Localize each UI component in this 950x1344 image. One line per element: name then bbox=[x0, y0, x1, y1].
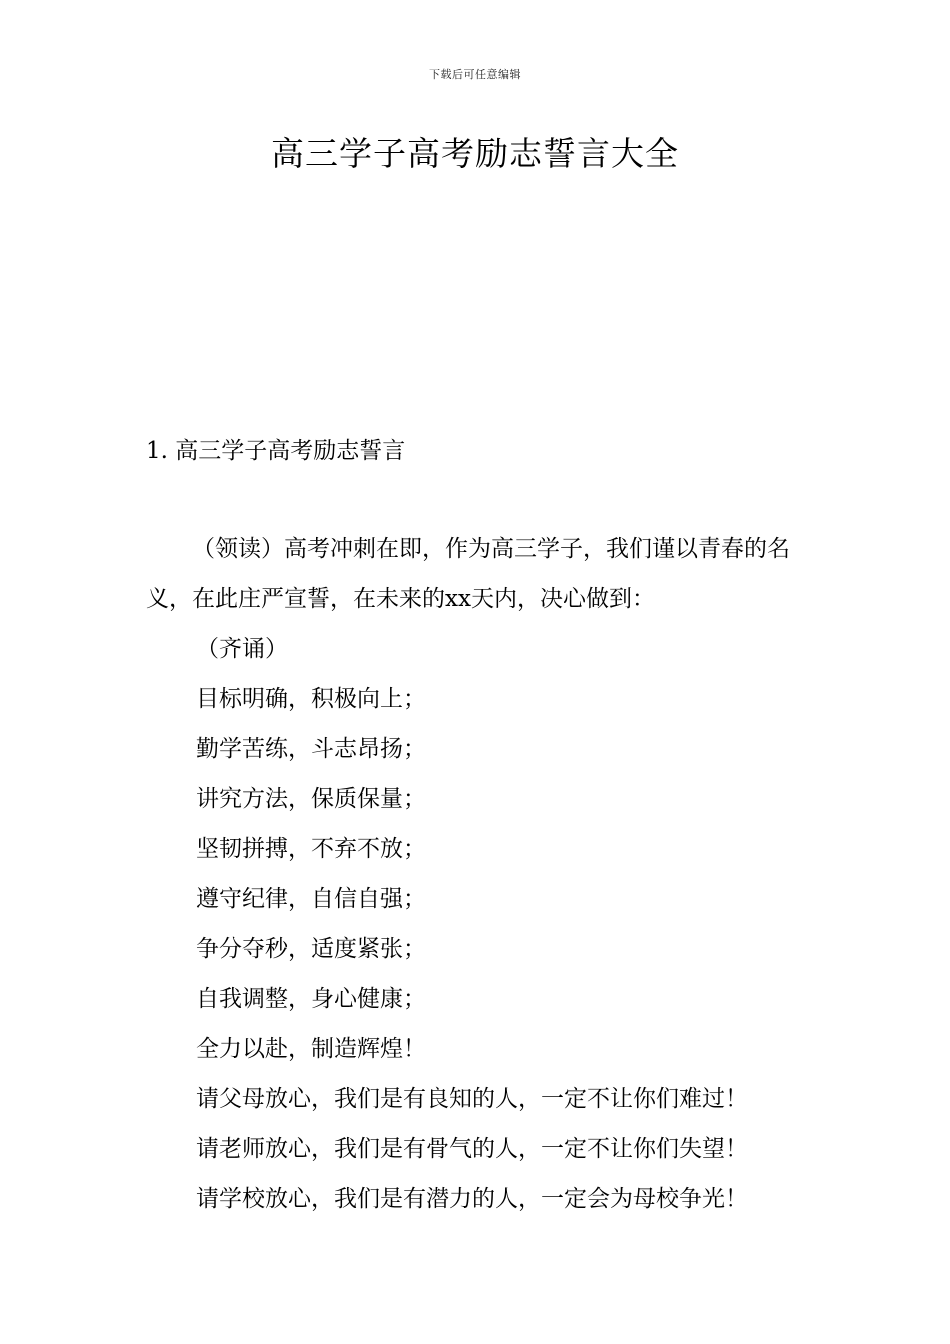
document-title: 高三学子高考励志誓言大全 bbox=[271, 134, 679, 173]
oath-line: 请老师放心，我们是有骨气的人，一定不让你们失望！ bbox=[196, 1136, 748, 1162]
oath-line: 全力以赴，制造辉煌！ bbox=[196, 1036, 426, 1062]
section-heading: 1. 高三学子高考励志誓言 bbox=[146, 438, 406, 464]
oath-line: 勤学苦练，斗志昂扬； bbox=[196, 736, 426, 762]
oath-line: 遵守纪律，自信自强； bbox=[196, 886, 426, 912]
chant-label: （齐诵） bbox=[196, 636, 288, 662]
oath-line: 目标明确，积极向上； bbox=[196, 686, 426, 712]
oath-line: 自我调整，身心健康； bbox=[196, 986, 426, 1012]
header-note: 下载后可任意编辑 bbox=[429, 68, 521, 81]
oath-line: 请学校放心，我们是有潜力的人，一定会为母校争光！ bbox=[196, 1186, 748, 1212]
oath-line: 讲究方法，保质保量； bbox=[196, 786, 426, 812]
intro-paragraph: （领读）高考冲刺在即，作为高三学子，我们谨以青春的名义，在此庄严宣誓，在未来的xx天内，决心做到： bbox=[146, 536, 790, 612]
oath-line: 坚韧拼搏，不弃不放； bbox=[196, 836, 426, 862]
oath-line: 请父母放心，我们是有良知的人，一定不让你们难过！ bbox=[196, 1086, 748, 1112]
oath-line: 争分夺秒，适度紧张； bbox=[196, 936, 426, 962]
